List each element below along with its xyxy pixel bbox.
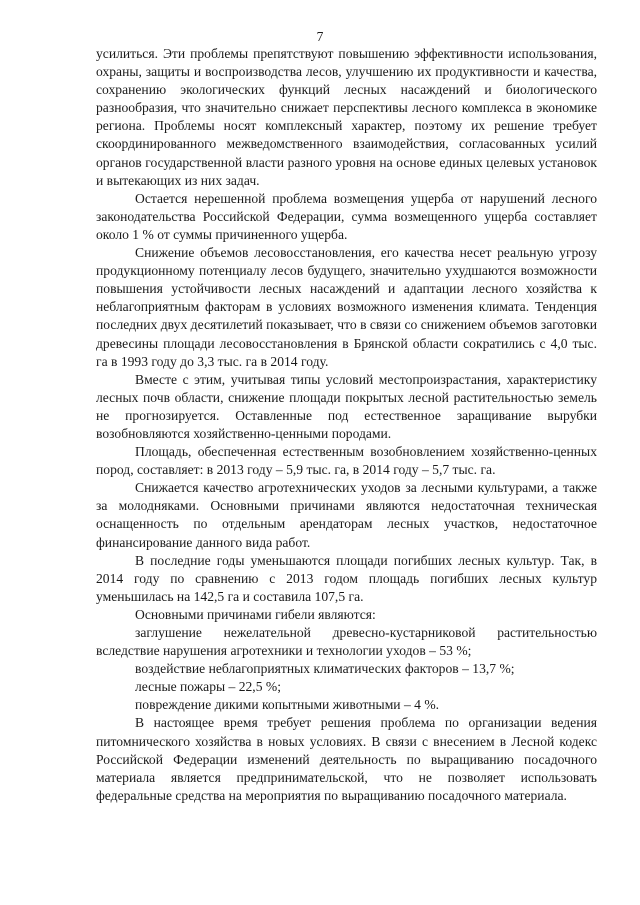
document-body (96, 45, 597, 805)
paragraph-reforestation-decline: Снижение объемов лесовосстановления, его качества несет реальную угрозу продукционному потенциалу лесов будущего, значительно ухудшаются возможности повышения устойчивости лесных насаждений и адаптации лесного хозяйства к неблагоприятным факторам в условиях возможного изменения климата. Тенденция последних двух десятилетий показывает, что в связи со снижением объемов заготовки древесины площади лесовосстановления в Брянской области сократились с 4,0 тыс. га в 1993 году до 3,3 тыс. га в 2014 году. (96, 245, 597, 369)
cause-list-item: воздействие неблагоприятных климатических факторов – 13,7 %; (135, 661, 515, 677)
paragraph-lost-plantations: В последние годы уменьшаются площади погибших лесных культур. Так, в 2014 году по сравнению с 2013 годом площадь погибших лесных культур уменьшилась на 142,5 га и составила 107,5 га. (96, 552, 597, 604)
page-number: 7 (316, 29, 324, 44)
cause-list-item: заглушение нежелательной древесно-кустарниковой растительностью вследствие нарушения агротехники и технологии уходов – 53 %; (96, 625, 597, 659)
paragraph-damage-compensation: Остается нерешенной проблема возмещения ущерба от нарушений лесного законодательства Российской Федерации, сумма возмещенного ущерба составляет около 1 % от суммы причиненного ущерба. (96, 190, 597, 242)
paragraph-forest-conditions: Вместе с этим, учитывая типы условий местопроизрастания, характеристику лесных почв области, снижение площади покрытых лесной растительностью земель не прогнозируется. Оставленные под естественное заращивание вырубки возобновляются хозяйственно-ценными породами. (96, 371, 597, 441)
paragraph-nursery-management: В настоящее время требует решения проблема по организации ведения питомнического хозяйства в новых условиях. В связи с внесением в Лесной кодекс Российской Федерации изменений деятельность по выращиванию посадочного материала является предпринимательской, что не позволяет использовать федеральные средства на мероприятия по выращиванию посадочного материала. (96, 715, 597, 803)
paragraph-problems-continuation: усилиться. Эти проблемы препятствуют повышению эффективности использования, охраны, защиты и воспроизводства лесов, улучшению их продуктивности и качества, сохранению экологических функций лесных насаждений и биологического разнообразия, что значительно снижает перспективы лесного комплекса в экономике региона. Проблемы носят комплексный характер, поэтому их решение требует скоординированного межведомственного взаимодействия, согласованных усилий органов государственной власти разного уровня на основе единых целевых установок и вытекающих из них задач. (96, 46, 597, 188)
cause-list-item: лесные пожары – 22,5 %; (135, 679, 282, 695)
paragraph-natural-regeneration: Площадь, обеспеченная естественным возобновлением хозяйственно-ценных пород, составляет: в 2013 году – 5,9 тыс. га, в 2014 году – 5,7 тыс. га. (96, 444, 597, 478)
paragraph-causes-intro: Основными причинами гибели являются: (135, 606, 376, 622)
cause-list-item: повреждение дикими копытными животными – 4 %. (135, 697, 440, 713)
paragraph-agrotechnical-care: Снижается качество агротехнических уходов за лесными культурами, а также за молодняками. Основными причинами являются недостаточная техническая оснащенность по отдельным арендаторам лесных участков, недостаточное финансирование данного вида работ. (96, 480, 597, 550)
